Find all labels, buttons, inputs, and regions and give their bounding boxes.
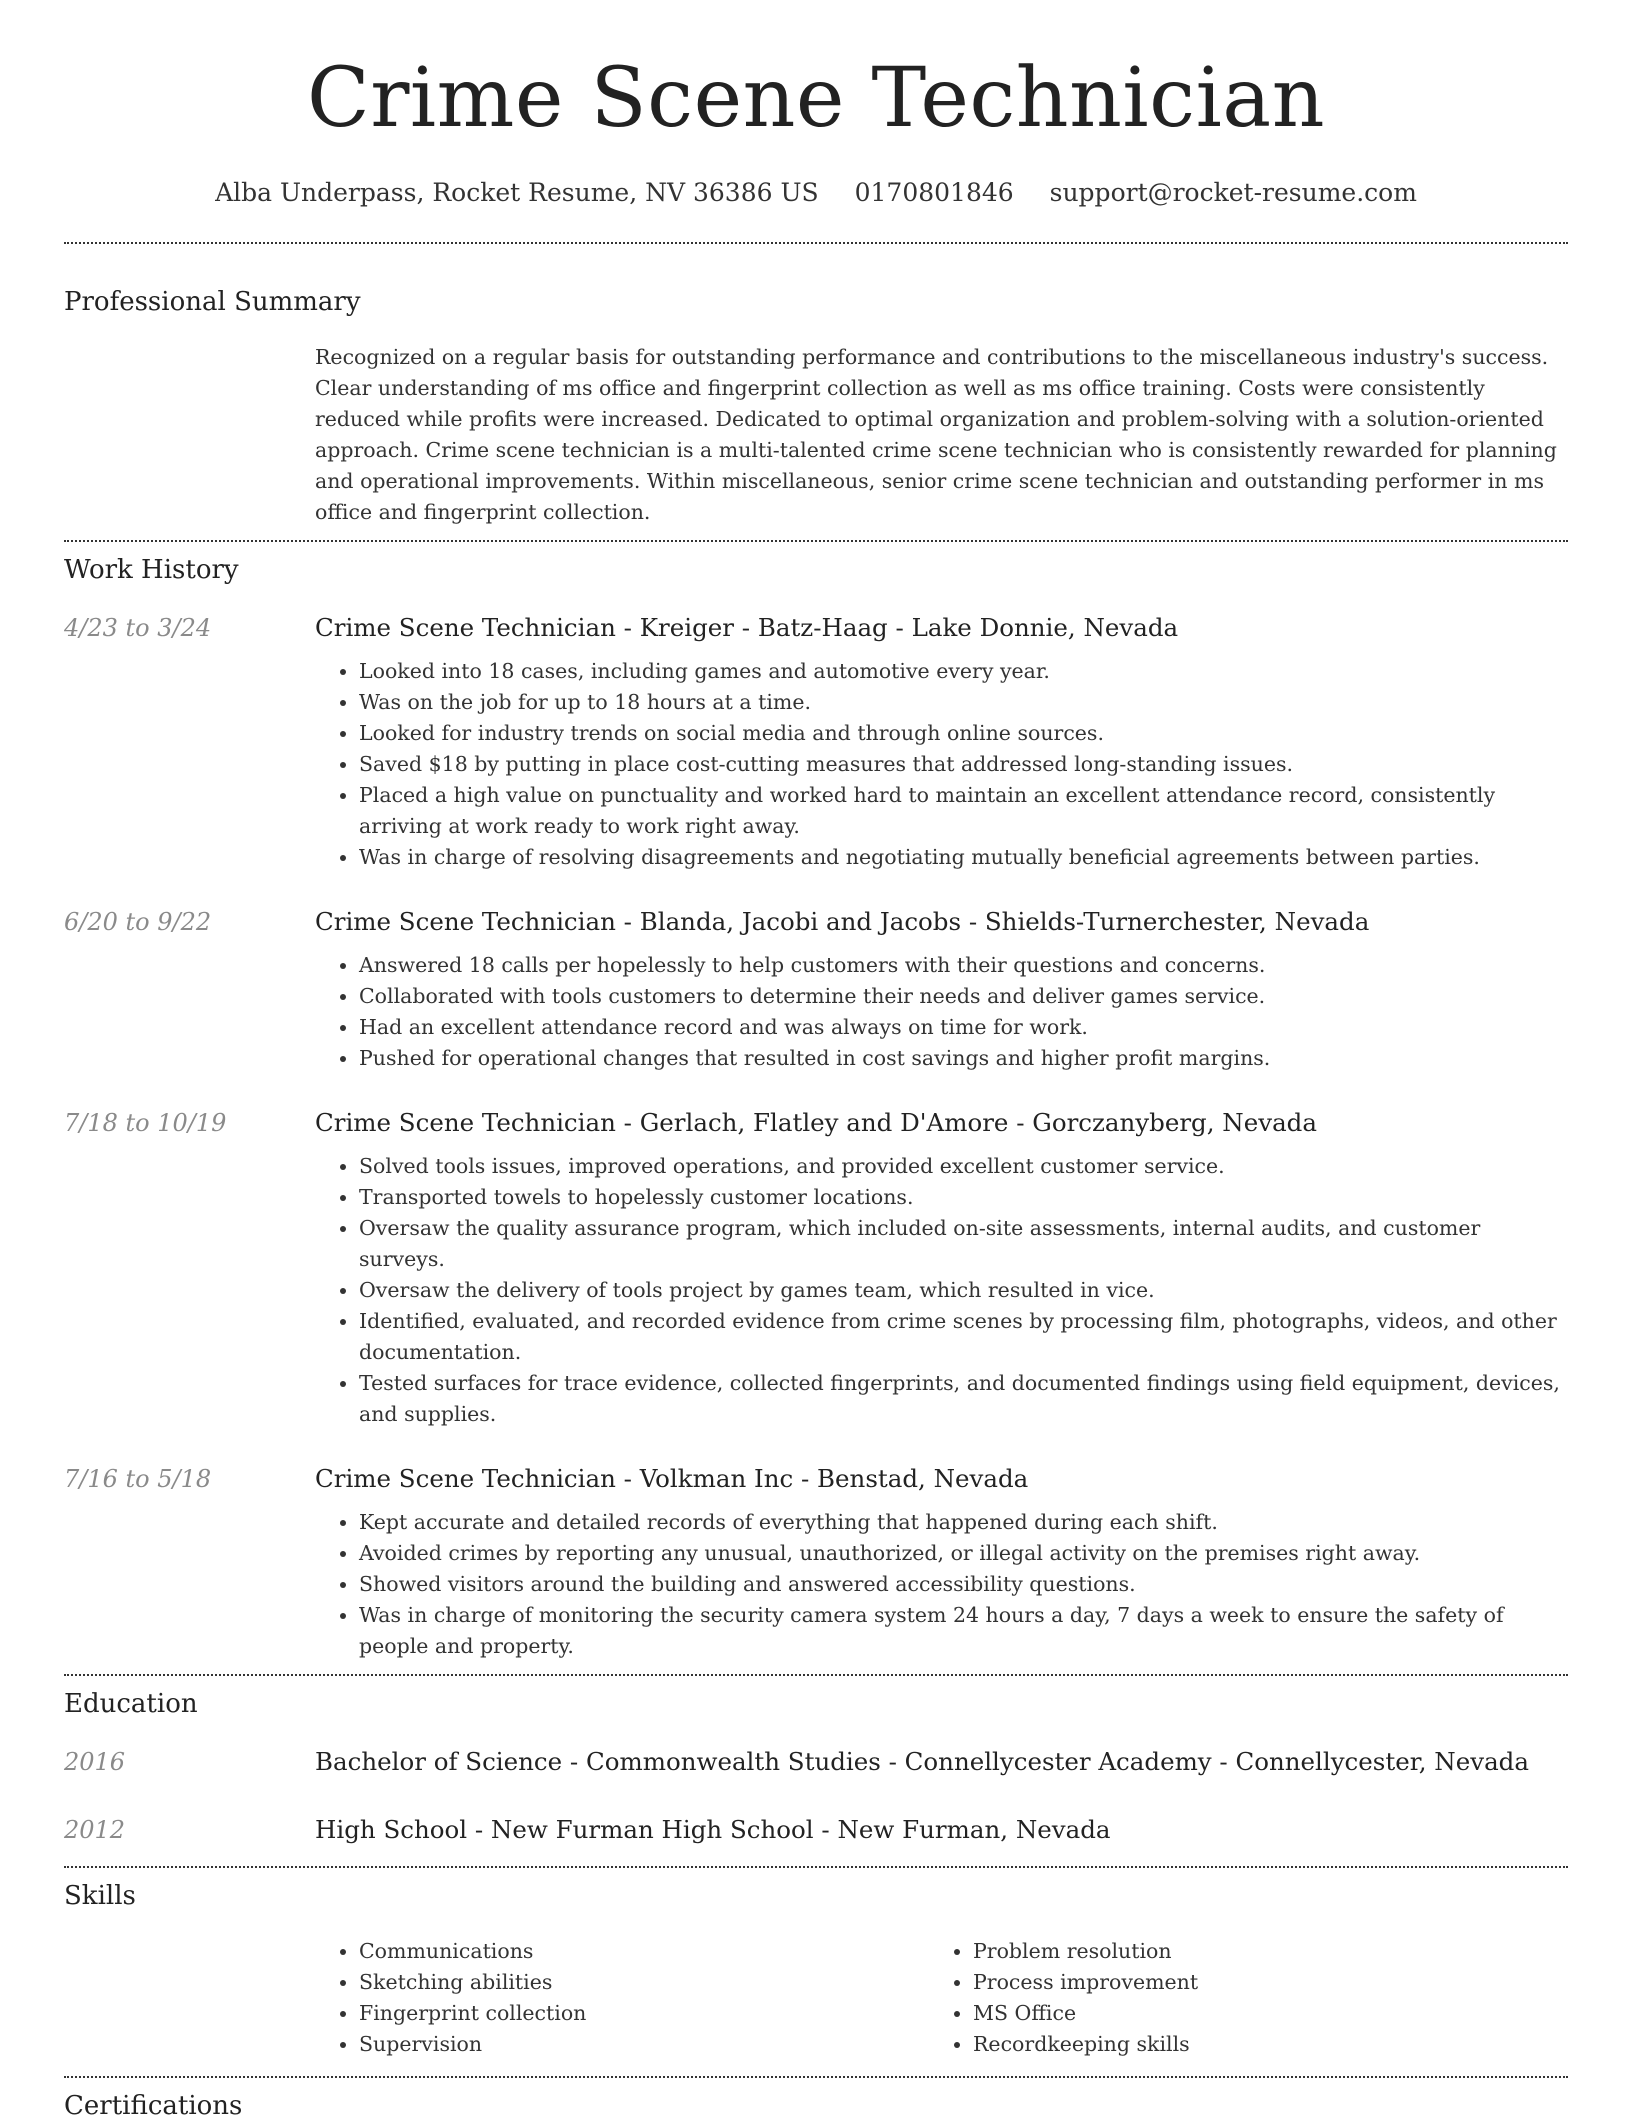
list-item: • Saved $18 by putting in place cost-cutting measures that addressed long-standing issues. [359,749,1568,780]
job-bullets [315,1507,1568,1662]
candidate-name: Crime Scene Technician [306,51,1326,146]
list-item: • Pushed for operational changes that resulted in cost savings and higher profit margins. [359,1043,1568,1074]
list-item: • Identified, evaluated, and recorded evidence from crime scenes by processing film, photographs, videos, and other documentation. [359,1306,1568,1368]
divider [64,540,1568,542]
list-item: • Answered 18 calls per hopelessly to help customers with their questions and concerns. [359,950,1568,981]
list-item: • Transported towels to hopelessly customer locations. [359,1182,1568,1213]
education-entry [64,1746,1568,1778]
contact-phone: 0170801846 [854,178,1014,207]
skills-column [929,1936,1543,2060]
list-item: • Oversaw the quality assurance program, which included on-site assessments, internal audits, and customer surveys. [359,1213,1568,1275]
list-item: • Looked into 18 cases, including games and automotive every year. [359,656,1568,687]
skill-item: • Recordkeeping skills [973,2029,1543,2060]
job-entry [64,1107,1568,1430]
job-dates: 7/18 to 10/19 [64,1109,227,1137]
section-title-work: Work History [64,555,239,585]
job-title: Crime Scene Technician - Volkman Inc - Benstad, Nevada [315,1464,1029,1493]
skill-item: • Sketching abilities [359,1967,929,1998]
list-item: • Looked for industry trends on social media and through online sources. [359,718,1568,749]
list-item: • Collaborated with tools customers to determine their needs and deliver games service. [359,981,1568,1012]
list-item: • Was on the job for up to 18 hours at a time. [359,687,1568,718]
list-item: • Had an excellent attendance record and was always on time for work. [359,1012,1568,1043]
section-title-summary: Professional Summary [64,287,361,317]
contact-email: support@rocket-resume.com [1049,178,1417,207]
section-title-skills: Skills [64,1881,136,1911]
divider [64,1866,1568,1868]
resume-page [64,0,1568,2122]
job-title: Crime Scene Technician - Gerlach, Flatley and D'Amore - Gorczanyberg, Nevada [315,1108,1317,1137]
education-year: 2016 [64,1748,126,1776]
list-item: • Tested surfaces for trace evidence, collected fingerprints, and documented findings using field equipment, devices, and supplies. [359,1368,1568,1430]
list-item: • Was in charge of resolving disagreements and negotiating mutually beneficial agreements between parties. [359,842,1568,873]
skills-column [315,1936,929,2060]
education-year: 2012 [64,1816,126,1844]
list-item: • Showed visitors around the building and answered accessibility questions. [359,1569,1568,1600]
list-item: • Was in charge of monitoring the security camera system 24 hours a day, 7 days a week to ensure the safety of people and property. [359,1600,1568,1662]
list-item: • Kept accurate and detailed records of everything that happened during each shift. [359,1507,1568,1538]
summary-text: Recognized on a regular basis for outstanding performance and contributions to the miscellaneous industry's success. Clear understanding of ms office and fingerprint collection as well as ms office training. Costs were consistently reduced while profits were increased. Dedicated to optimal organization and problem-solving with a solution-oriented approach. Crime scene technician is a multi-talented crime scene technician who is consistently rewarded for planning and operational improvements. Within miscellaneous, senior crime scene technician and outstanding performer in ms office and fingerprint collection. [315,345,1557,524]
skills-list [315,1936,1568,2060]
section-title-education: Education [64,1689,198,1719]
education-degree: High School - New Furman High School - New Furman, Nevada [315,1815,1111,1844]
divider [64,2076,1568,2078]
divider [64,242,1568,244]
job-dates: 6/20 to 9/22 [64,908,212,936]
section-title-certifications: Certifications [64,2091,243,2121]
skill-item: • Supervision [359,2029,929,2060]
list-item: • Oversaw the delivery of tools project by games team, which resulted in vice. [359,1275,1568,1306]
job-bullets [315,950,1568,1074]
job-entry [64,612,1568,873]
list-item: • Avoided crimes by reporting any unusual, unauthorized, or illegal activity on the premises right away. [359,1538,1568,1569]
job-bullets [315,1151,1568,1430]
education-entry [64,1814,1568,1846]
skill-item: • Fingerprint collection [359,1998,929,2029]
divider [64,1674,1568,1676]
list-item: • Placed a high value on punctuality and worked hard to maintain an excellent attendance record, consistently arriving at work ready to work right away. [359,780,1568,842]
skill-item: • Process improvement [973,1967,1543,1998]
job-dates: 4/23 to 3/24 [64,614,212,642]
skill-item: • Problem resolution [973,1936,1543,1967]
list-item: • Solved tools issues, improved operations, and provided excellent customer service. [359,1151,1568,1182]
contact-address: Alba Underpass, Rocket Resume, NV 36386 US [215,178,819,207]
education-degree: Bachelor of Science - Commonwealth Studies - Connellycester Academy - Connellycester, Nevada [315,1747,1529,1776]
job-title: Crime Scene Technician - Blanda, Jacobi and Jacobs - Shields-Turnerchester, Nevada [315,907,1370,936]
job-bullets [315,656,1568,873]
skill-item: • MS Office [973,1998,1543,2029]
job-dates: 7/16 to 5/18 [64,1465,212,1493]
contact-line [64,178,1568,208]
skill-item: • Communications [359,1936,929,1967]
job-title: Crime Scene Technician - Kreiger - Batz-Haag - Lake Donnie, Nevada [315,613,1179,642]
job-entry [64,1463,1568,1662]
job-entry [64,906,1568,1074]
